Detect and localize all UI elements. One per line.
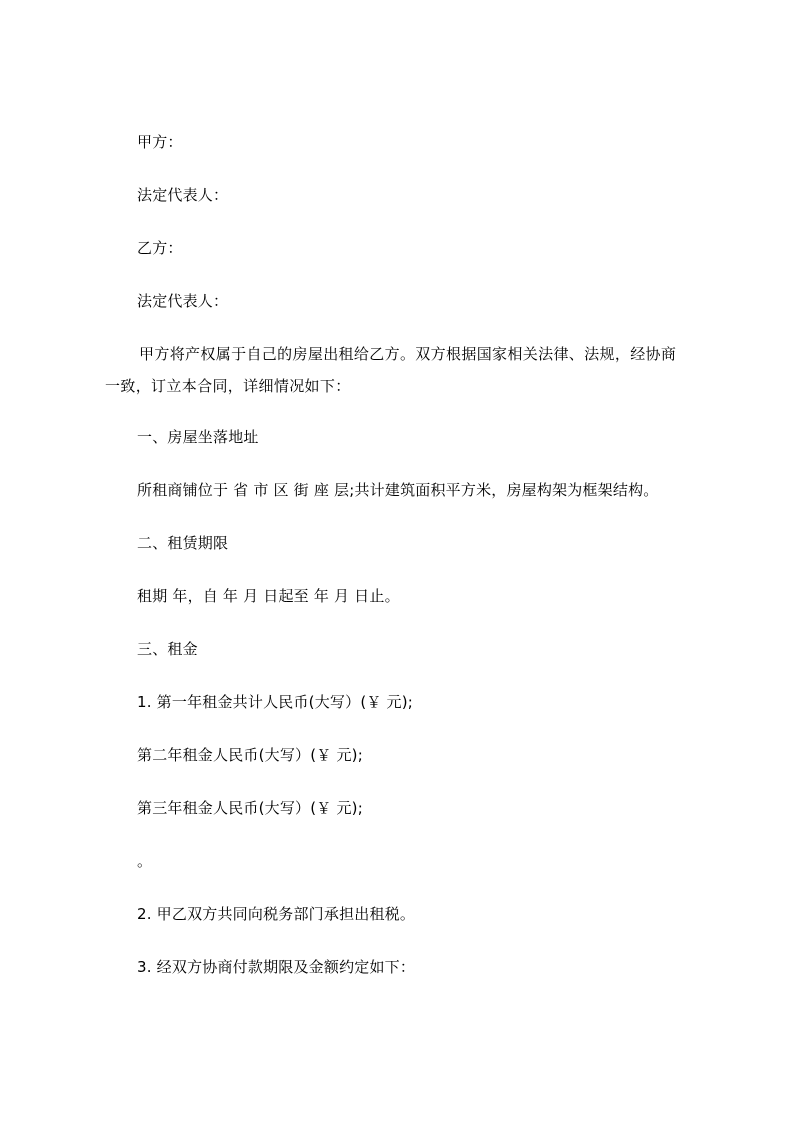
rent-year-3: 第三年租金人民币(大写）(￥ 元); [137,799,363,817]
party-b-label: 乙方： [137,239,183,257]
intro-line-2: 一致，订立本合同，详细情况如下： [105,377,351,395]
section-2-title: 二、租赁期限 [137,534,229,552]
section-1-title: 一、房屋坐落地址 [137,428,259,446]
rent-year-1: 1. 第一年租金共计人民币(大写）(￥ 元); [137,693,414,711]
rent-end-mark: 。 [137,852,153,870]
party-a-representative-label: 法定代表人： [137,186,229,204]
party-a-label: 甲方： [137,133,183,151]
rent-year-2: 第二年租金人民币(大写）(￥ 元); [137,746,363,764]
intro-line-1: 甲方将产权属于自己的房屋出租给乙方。双方根据国家相关法律、法规，经协商 [139,345,677,363]
party-b-representative-label: 法定代表人： [137,292,229,310]
section-1-text: 所租商铺位于 省 市 区 街 座 层;共计建筑面积平方米，房屋构架为框架结构。 [137,481,659,499]
section-2-text: 租期 年，自 年 月 日起至 年 月 日止。 [137,587,400,605]
intro-paragraph [105,344,725,396]
rent-item-3: 3. 经双方协商付款期限及金额约定如下： [137,958,416,976]
section-3-title: 三、租金 [137,640,198,658]
rent-item-2: 2. 甲乙双方共同向税务部门承担出租税。 [137,905,416,923]
